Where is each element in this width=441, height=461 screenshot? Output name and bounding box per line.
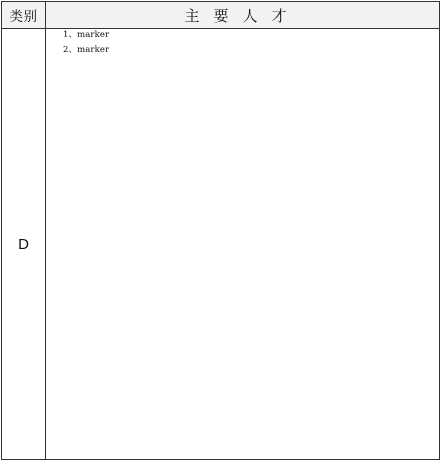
list-item: 1、marker (63, 30, 110, 40)
talent-header: 主要人才 (46, 2, 440, 29)
category-label: D (2, 29, 46, 460)
talent-list (46, 29, 440, 460)
list-item: 2、marker (63, 45, 110, 56)
header-row (2, 2, 440, 29)
category-d-row (2, 29, 440, 460)
category-header: 类别 (2, 2, 46, 29)
talent-table (1, 1, 440, 460)
